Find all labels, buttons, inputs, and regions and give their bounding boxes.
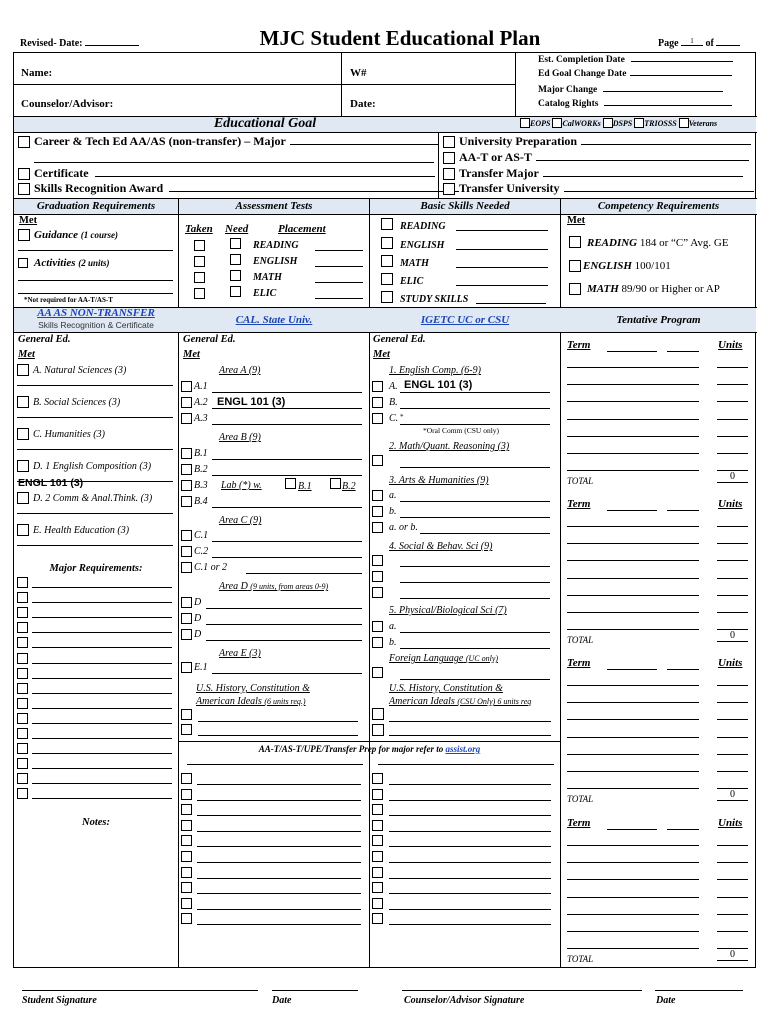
term-label: Term — [567, 657, 591, 669]
activities-label: Activities (2 units) — [34, 257, 110, 269]
need-label: Need — [225, 223, 249, 235]
d2-checkbox[interactable] — [181, 613, 192, 624]
placement-label: Placement — [278, 223, 326, 235]
arts-aorb-checkbox[interactable] — [372, 522, 383, 533]
area-a-heading: Area A (9) — [219, 365, 261, 376]
basic-skill-label: ENGLISH — [400, 240, 445, 251]
term-label: Term — [567, 339, 591, 351]
igetc-a-label: A. — [389, 381, 398, 392]
d2-label: D — [194, 613, 202, 624]
igetc-a-checkbox[interactable] — [372, 381, 383, 392]
lab-label: Lab (*) w. — [221, 480, 262, 491]
assess-taken-checkbox[interactable] — [194, 256, 205, 267]
date-label: Date: — [350, 98, 376, 110]
career-checkbox[interactable] — [18, 136, 30, 148]
igetc-ush-label: U.S. History, Constitution & — [389, 683, 503, 694]
transfer-univ-checkbox[interactable] — [443, 183, 455, 195]
skills-label: Skills Recognition Award — [34, 181, 459, 196]
major-req-checkbox[interactable] — [17, 622, 28, 633]
social-1-checkbox[interactable] — [372, 555, 383, 566]
grad-met-label: Met — [19, 215, 38, 226]
support-programs: EOPS CalWORKs DSPS TRIOSSS Veterans — [520, 118, 717, 128]
arts-heading: 3. Arts & Humanities (9) — [389, 475, 489, 486]
comp-english-checkbox[interactable] — [569, 260, 581, 272]
notes-heading: Notes: — [82, 817, 110, 828]
major-change-label: Major Change — [538, 85, 723, 95]
wnum-label: W# — [350, 67, 367, 79]
ush2-label: American Ideals (6 units req.) — [196, 696, 306, 707]
b1-checkbox[interactable] — [181, 448, 192, 459]
basic-skill-label: MATH — [400, 258, 429, 269]
term-label: Term — [567, 498, 591, 510]
transfer-prep-checkbox[interactable] — [181, 835, 192, 846]
name-label: Name: — [21, 67, 53, 79]
b4-checkbox[interactable] — [181, 496, 192, 507]
transfer-prep-checkbox[interactable] — [181, 773, 192, 784]
major-req-checkbox[interactable] — [17, 607, 28, 618]
transfer-prep-checkbox[interactable] — [181, 789, 192, 800]
grad-note: *Not required for AA-T/AS-T — [24, 296, 113, 304]
tentative-program-heading: Tentative Program — [616, 314, 701, 326]
b1-label: B.1 — [194, 448, 208, 459]
univ-prep-checkbox[interactable] — [443, 136, 455, 148]
lab-b1-label: B.1 — [298, 481, 312, 492]
major-req-heading: Major Requirements: — [49, 563, 143, 574]
est-completion-label: Est. Completion Date — [538, 55, 733, 65]
col3-ge-label: General Ed. — [373, 334, 426, 345]
igetc-b-label: B. — [389, 397, 398, 408]
b4-label: B.4 — [194, 496, 208, 507]
assess-test-label: ENGLISH — [253, 256, 298, 267]
assess-need-checkbox[interactable] — [230, 286, 241, 297]
major-req-checkbox[interactable] — [17, 698, 28, 709]
transfer-univ-label: Transfer University — [459, 181, 754, 196]
phys-a-checkbox[interactable] — [372, 621, 383, 632]
assess-need-checkbox[interactable] — [230, 270, 241, 281]
major-req-checkbox[interactable] — [17, 653, 28, 664]
a2-label: A.2 — [194, 397, 208, 408]
area-c-heading: Area C (9) — [219, 515, 262, 526]
major-req-checkbox[interactable] — [17, 758, 28, 769]
arts-aorb-label: a. or b. — [389, 522, 418, 533]
basic-skill-checkbox[interactable] — [381, 255, 393, 267]
igetc-link[interactable]: IGETC UC or CSU — [420, 314, 510, 326]
transfer-prep-checkbox[interactable] — [181, 867, 192, 878]
skills-checkbox[interactable] — [18, 183, 30, 195]
col1-b-label: B. Social Sciences (3) — [33, 397, 121, 408]
a1-checkbox[interactable] — [181, 381, 192, 392]
counselor-signature-label: Counselor/Advisor Signature — [404, 995, 525, 1006]
lab-b2-checkbox[interactable] — [330, 478, 341, 489]
lab-b1-checkbox[interactable] — [285, 478, 296, 489]
col1-e-label: E. Health Education (3) — [33, 525, 130, 536]
foreign-lang-label: Foreign Language (UC only) — [389, 653, 499, 664]
catalog-rights-label: Catalog Rights — [538, 99, 732, 109]
assess-taken-checkbox[interactable] — [194, 272, 205, 283]
basic-skill-label: ELIC — [400, 276, 424, 287]
math-heading: 2. Math/Quant. Reasoning (3) — [389, 441, 510, 452]
calworks-checkbox[interactable] — [552, 118, 562, 128]
non-transfer-link[interactable]: AA AS NON-TRANSFER — [37, 307, 155, 319]
ush-label: U.S. History, Constitution & — [196, 683, 310, 694]
goal-heading: Educational Goal — [213, 116, 317, 131]
arts-a-label: a. — [389, 490, 397, 501]
term-total-value: 0 — [717, 630, 748, 642]
comp-reading-checkbox[interactable] — [569, 236, 581, 248]
area-b-heading: Area B (9) — [219, 432, 261, 443]
a1-label: A.1 — [194, 381, 208, 392]
c2-checkbox[interactable] — [181, 546, 192, 557]
transfer-prep-checkbox[interactable] — [372, 882, 383, 893]
transfer-prep-checkbox[interactable] — [181, 820, 192, 831]
igetc-ush2-label: American Ideals (CSU Only) 6 units req — [389, 696, 532, 707]
transfer-prep-checkbox[interactable] — [181, 804, 192, 815]
assist-note: AA-T/AS-T/UPE/Transfer Prep for major refer to assist.org — [258, 744, 481, 754]
e1-label: E.1 — [194, 662, 208, 673]
transfer-prep-checkbox[interactable] — [372, 851, 383, 862]
assess-need-checkbox[interactable] — [230, 254, 241, 265]
career-label: Career & Tech Ed AA/AS (non-transfer) – Major — [34, 134, 438, 149]
transfer-prep-checkbox[interactable] — [372, 773, 383, 784]
igetc-c-checkbox[interactable] — [372, 413, 383, 424]
transfer-prep-checkbox[interactable] — [181, 882, 192, 893]
eng-comp-heading: 1. English Comp. (6-9) — [389, 365, 481, 376]
certificate-label: Certificate — [34, 166, 435, 181]
d3-checkbox[interactable] — [181, 629, 192, 640]
assessment-heading: Assessment Tests — [235, 200, 313, 212]
area-e-heading: Area E (3) — [219, 648, 261, 659]
triosss-checkbox[interactable] — [634, 118, 644, 128]
col1-e-checkbox[interactable] — [17, 524, 29, 536]
social-3-checkbox[interactable] — [372, 587, 383, 598]
ush-b-checkbox[interactable] — [181, 724, 192, 735]
col1-ge-label: General Ed. — [18, 334, 71, 345]
basic-skill-checkbox[interactable] — [381, 237, 393, 249]
col1-d2-label: D. 2 Comm & Anal.Think. (3) — [33, 493, 153, 504]
univ-prep-label: University Preparation — [459, 134, 751, 149]
phys-heading: 5. Physical/Biological Sci (7) — [389, 605, 507, 616]
basic-skill-checkbox[interactable] — [381, 218, 393, 230]
grad-req-heading: Graduation Requirements — [36, 200, 156, 212]
transfer-prep-checkbox[interactable] — [372, 789, 383, 800]
igetc-c-star: * — [400, 413, 404, 421]
transfer-prep-checkbox[interactable] — [181, 851, 192, 862]
col2-ge-label: General Ed. — [183, 334, 236, 345]
major-req-checkbox[interactable] — [17, 743, 28, 754]
phys-b-label: b. — [389, 637, 397, 648]
arts-b-label: b. — [389, 506, 397, 517]
transfer-prep-checkbox[interactable] — [181, 898, 192, 909]
col1-c-checkbox[interactable] — [17, 428, 29, 440]
page-title: MJC Student Educational Plan — [259, 26, 541, 50]
major-req-checkbox[interactable] — [17, 592, 28, 603]
counselor-date-label: Date — [656, 995, 676, 1006]
d1-checkbox[interactable] — [181, 597, 192, 608]
basic-skill-label: STUDY SKILLS — [400, 294, 469, 305]
term-total-value: 0 — [717, 471, 748, 483]
term-total-value: 0 — [717, 789, 748, 801]
student-signature-label: Student Signature — [22, 995, 97, 1006]
assist-link[interactable]: assist.org — [445, 744, 481, 754]
transfer-prep-checkbox[interactable] — [372, 898, 383, 909]
revised-date-label: Revised- Date: — [20, 38, 139, 49]
aat-label: AA-T or AS-T — [459, 150, 749, 165]
lab-b2-label: B.2 — [342, 481, 356, 492]
major-req-checkbox[interactable] — [17, 728, 28, 739]
transfer-prep-checkbox[interactable] — [372, 820, 383, 831]
transfer-major-label: Transfer Major — [459, 166, 743, 181]
foreign-checkbox[interactable] — [372, 667, 383, 678]
page-number: Page 1 of — [658, 38, 740, 49]
non-transfer-sub: Skills Recognition & Certificate — [38, 320, 154, 330]
col1-d1-label: D. 1 English Composition (3) — [33, 461, 152, 472]
major-req-checkbox[interactable] — [17, 788, 28, 799]
major-req-checkbox[interactable] — [17, 773, 28, 784]
phys-a-label: a. — [389, 621, 397, 632]
major-req-checkbox[interactable] — [17, 668, 28, 679]
col1-a-label: A. Natural Sciences (3) — [33, 365, 127, 376]
col1-c-label: C. Humanities (3) — [33, 429, 105, 440]
veterans-checkbox[interactable] — [679, 118, 689, 128]
arts-a-checkbox[interactable] — [372, 490, 383, 501]
igetc-ush-b-checkbox[interactable] — [372, 724, 384, 736]
b3-checkbox[interactable] — [181, 480, 192, 491]
e1-checkbox[interactable] — [181, 662, 192, 673]
term-label: Term — [567, 817, 591, 829]
transfer-prep-checkbox[interactable] — [372, 835, 383, 846]
assess-test-label: ELIC — [253, 288, 277, 299]
col1-a-checkbox[interactable] — [17, 364, 29, 376]
csu-link[interactable]: CAL. State Univ. — [235, 314, 313, 326]
comp-met-label: Met — [567, 215, 586, 226]
competency-heading: Competency Requirements — [597, 200, 720, 212]
math-checkbox[interactable] — [372, 455, 383, 466]
major-req-checkbox[interactable] — [17, 683, 28, 694]
assess-test-label: READING — [253, 240, 299, 251]
transfer-prep-checkbox[interactable] — [372, 804, 383, 815]
igetc-c-label: C. — [389, 413, 399, 424]
col1-d1-value: ENGL 101 (3) — [18, 477, 84, 489]
counselor-label: Counselor/Advisor: — [21, 98, 114, 110]
igetc-a-value: ENGL 101 (3) — [404, 379, 473, 391]
oral-comm-note: *Oral Comm (CSU only) — [423, 426, 500, 435]
a3-checkbox[interactable] — [181, 413, 192, 424]
activities-checkbox[interactable] — [18, 258, 28, 268]
term-total-label: TOTAL — [567, 954, 594, 964]
d1-label: D — [194, 597, 202, 608]
aat-checkbox[interactable] — [443, 152, 455, 164]
col1-d1-checkbox[interactable] — [17, 460, 29, 472]
a2-checkbox[interactable] — [181, 397, 192, 408]
c1-label: C.1 — [194, 530, 209, 541]
taken-label: Taken — [185, 223, 213, 235]
col2-met-label: Met — [183, 349, 200, 360]
units-label: Units — [718, 339, 743, 351]
eops-checkbox[interactable] — [520, 118, 530, 128]
assess-test-label: MATH — [253, 272, 282, 283]
phys-b-checkbox[interactable] — [372, 637, 383, 648]
major-req-checkbox[interactable] — [17, 637, 28, 648]
comp-reading-label: READING 184 or “C” Avg. GE — [587, 237, 729, 249]
guidance-label: Guidance (1 course) — [34, 229, 118, 241]
igetc-ush-a-checkbox[interactable] — [372, 708, 384, 720]
transfer-major-checkbox[interactable] — [443, 168, 455, 180]
arts-b-checkbox[interactable] — [372, 506, 383, 517]
certificate-checkbox[interactable] — [18, 168, 30, 180]
ush-a-checkbox[interactable] — [181, 709, 192, 720]
igetc-b-checkbox[interactable] — [372, 397, 383, 408]
assess-need-checkbox[interactable] — [230, 238, 241, 249]
basic-skill-checkbox[interactable] — [381, 273, 393, 285]
basic-skill-label: READING — [400, 221, 446, 232]
term-total-label: TOTAL — [567, 476, 594, 486]
b3-label: B.3 — [194, 480, 208, 491]
term-total-value: 0 — [717, 949, 748, 961]
comp-english-label: ENGLISH 100/101 — [583, 260, 671, 272]
d3-label: D — [194, 629, 202, 640]
col1-d2-checkbox[interactable] — [17, 492, 29, 504]
b2-checkbox[interactable] — [181, 464, 192, 475]
col3-met-label: Met — [373, 349, 390, 360]
assess-taken-checkbox[interactable] — [194, 240, 205, 251]
c12-checkbox[interactable] — [181, 562, 192, 573]
transfer-prep-checkbox[interactable] — [372, 867, 383, 878]
area-d-heading: Area D (9 units, from areas 0-9) — [219, 581, 329, 592]
transfer-prep-checkbox[interactable] — [372, 913, 383, 924]
transfer-prep-checkbox[interactable] — [181, 913, 192, 924]
student-date-label: Date — [272, 995, 292, 1006]
comp-math-checkbox[interactable] — [569, 283, 581, 295]
major-req-checkbox[interactable] — [17, 713, 28, 724]
basic-skill-checkbox[interactable] — [381, 291, 393, 303]
assess-taken-checkbox[interactable] — [194, 288, 205, 299]
a3-label: A.3 — [194, 413, 208, 424]
c1-checkbox[interactable] — [181, 530, 192, 541]
comp-math-label: MATH 89/90 or Higher or AP — [587, 283, 720, 295]
ed-goal-change-label: Ed Goal Change Date — [538, 69, 732, 79]
units-label: Units — [718, 817, 743, 829]
col1-met-label: Met — [18, 349, 35, 360]
b2-label: B.2 — [194, 464, 208, 475]
guidance-checkbox[interactable] — [18, 229, 30, 241]
dsps-checkbox[interactable] — [603, 118, 613, 128]
a2-value: ENGL 101 (3) — [217, 396, 286, 408]
c12-label: C.1 or 2 — [194, 562, 228, 573]
units-label: Units — [718, 657, 743, 669]
term-total-label: TOTAL — [567, 635, 594, 645]
basic-skills-heading: Basic Skills Needed — [420, 200, 510, 212]
c2-label: C.2 — [194, 546, 209, 557]
term-total-label: TOTAL — [567, 794, 594, 804]
units-label: Units — [718, 498, 743, 510]
major-req-checkbox[interactable] — [17, 577, 28, 588]
social-2-checkbox[interactable] — [372, 571, 383, 582]
social-heading: 4. Social & Behav. Sci (9) — [389, 541, 493, 552]
col1-b-checkbox[interactable] — [17, 396, 29, 408]
